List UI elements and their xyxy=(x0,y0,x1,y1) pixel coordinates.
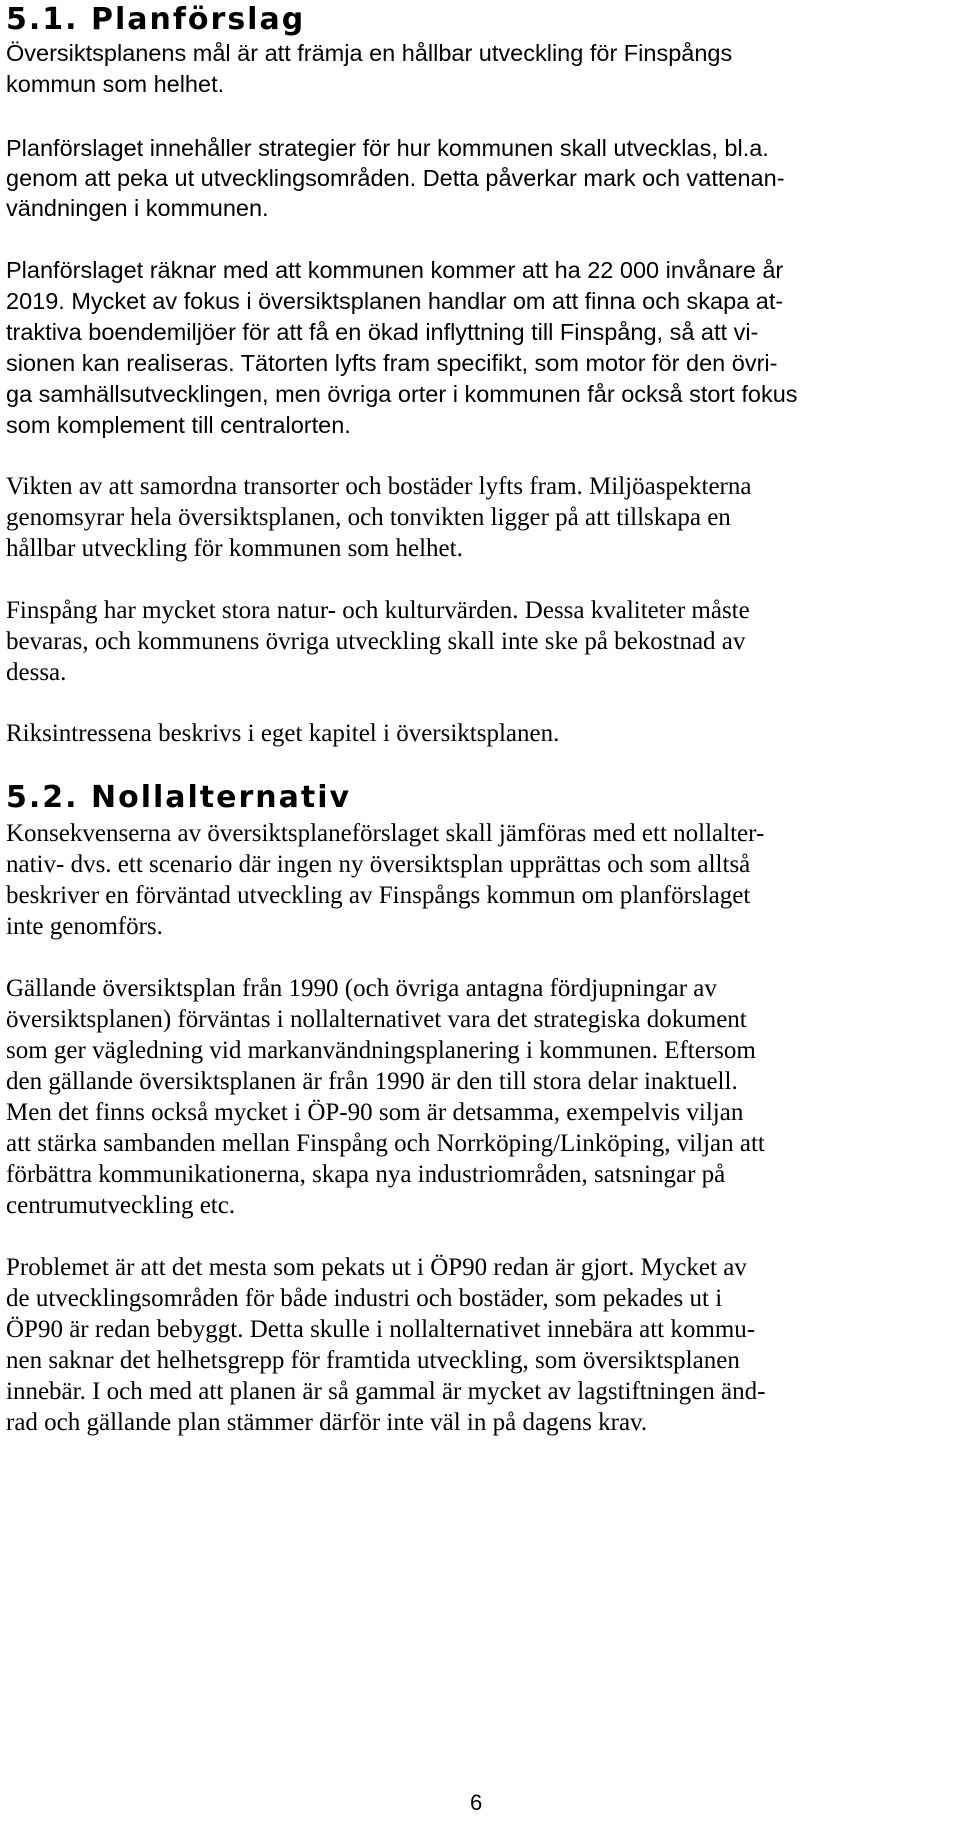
paragraph-line: rad och gällande plan stämmer därför inte väl in på dagens krav. xyxy=(6,1409,648,1436)
paragraph-line: att stärka sambanden mellan Finspång och Norrköping/Linköping, viljan att xyxy=(6,1130,765,1157)
paragraph-line: den gällande översiktsplanen är från 1990 är den till stora delar inaktuell. xyxy=(6,1068,738,1095)
paragraph-line: 2019. Mycket av fokus i översiktsplanen handlar om att finna och skapa at- xyxy=(6,288,784,314)
paragraph-line: bevaras, och kommunens övriga utveckling skall inte ske på bekostnad av xyxy=(6,628,746,655)
paragraph-line: som komplement till centralorten. xyxy=(6,412,351,438)
paragraph-line: förbättra kommunikationerna, skapa nya industriområden, satsningar på xyxy=(6,1161,726,1188)
paragraph-line: Konsekvenserna av översiktsplaneförslaget skall jämföras med ett nollalter- xyxy=(6,820,765,847)
section-heading-nollalternativ: 5.2. Nollalternativ xyxy=(6,780,352,815)
paragraph-line: de utvecklingsområden för både industri och bostäder, som pekades ut i xyxy=(6,1285,723,1312)
section-heading-planforslag: 5.1. Planförslag xyxy=(6,2,306,37)
paragraph-line: Men det finns också mycket i ÖP-90 som är detsamma, exempelvis viljan xyxy=(6,1099,744,1126)
paragraph-line: Planförslaget innehåller strategier för hur kommunen skall utvecklas, bl.a. xyxy=(6,135,769,161)
paragraph-line: ga samhällsutvecklingen, men övriga orter i kommunen får också stort fokus xyxy=(6,381,798,407)
paragraph-line: traktiva boendemiljöer för att få en ökad inflyttning till Finspång, så att vi- xyxy=(6,319,759,345)
paragraph-line: dessa. xyxy=(6,659,67,686)
paragraph-line: Riksintressena beskrivs i eget kapitel i översiktsplanen. xyxy=(6,720,560,747)
paragraph-line: sionen kan realiseras. Tätorten lyfts fram specifikt, som motor för den övri- xyxy=(6,350,778,376)
paragraph-line: ÖP90 är redan bebyggt. Detta skulle i nollalternativet innebära att kommu- xyxy=(6,1316,756,1343)
paragraph-line: Översiktsplanens mål är att främja en hållbar utveckling för Finspångs xyxy=(6,40,733,66)
paragraph-line: Vikten av att samordna transorter och bostäder lyfts fram. Miljöaspekterna xyxy=(6,473,752,500)
paragraph-line: centrumutveckling etc. xyxy=(6,1192,236,1219)
paragraph-line: Problemet är att det mesta som pekats ut i ÖP90 redan är gjort. Mycket av xyxy=(6,1254,747,1281)
paragraph-line: beskriver en förväntad utveckling av Finspångs kommun om planförslaget xyxy=(6,882,751,909)
paragraph-line: inte genomförs. xyxy=(6,913,163,940)
paragraph-line: Planförslaget räknar med att kommunen kommer att ha 22 000 invånare år xyxy=(6,257,784,283)
paragraph-line: Gällande översiktsplan från 1990 (och övriga antagna fördjupningar av xyxy=(6,975,717,1002)
paragraph-line: Finspång har mycket stora natur- och kulturvärden. Dessa kvaliteter måste xyxy=(6,597,750,624)
paragraph-line: innebär. I och med att planen är så gammal är mycket av lagstiftningen änd- xyxy=(6,1378,766,1405)
paragraph-line: översiktsplanen) förväntas i nollalternativet vara det strategiska dokument xyxy=(6,1006,747,1033)
paragraph-line: nativ- dvs. ett scenario där ingen ny översiktsplan upprättas och som alltså xyxy=(6,851,751,878)
paragraph-line: vändningen i kommunen. xyxy=(6,195,269,221)
paragraph-line: nen saknar det helhetsgrepp för framtida utveckling, som översiktsplanen xyxy=(6,1347,740,1374)
paragraph-line: genom att peka ut utvecklingsområden. Detta påverkar mark och vattenan- xyxy=(6,165,785,191)
page-number: 6 xyxy=(470,1790,483,1815)
paragraph-line: genomsyrar hela översiktsplanen, och tonvikten ligger på att tillskapa en xyxy=(6,504,731,531)
paragraph-line: kommun som helhet. xyxy=(6,71,225,97)
paragraph-line: som ger vägledning vid markanvändningsplanering i kommunen. Eftersom xyxy=(6,1037,756,1064)
paragraph-line: hållbar utveckling för kommunen som helhet. xyxy=(6,535,463,562)
